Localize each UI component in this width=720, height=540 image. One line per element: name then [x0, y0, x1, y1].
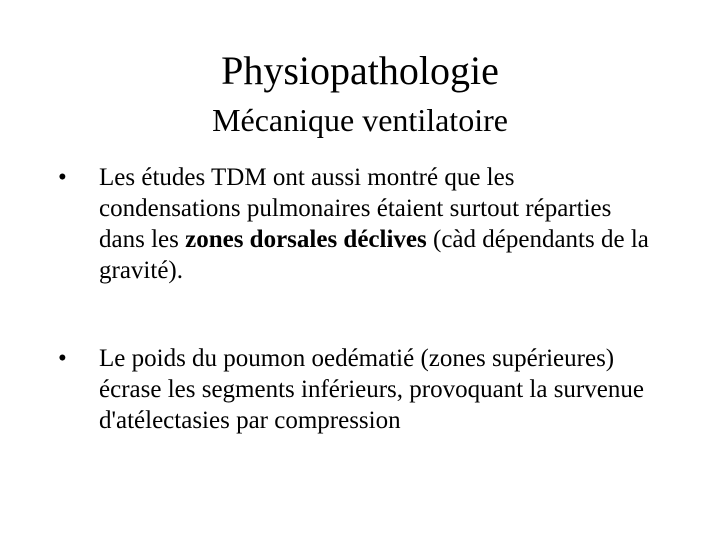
bullet-symbol: •: [58, 164, 67, 191]
bullet-symbol: •: [58, 345, 67, 372]
bullet-text-2: Le poids du poumon oedématié (zones supérieures) écrase les segments inférieurs, provoquant la survenue d'atélectasies par compression: [99, 345, 644, 434]
bullet-1-text-after: (càd dépendants de la gravité).: [99, 226, 649, 284]
bullet-item-1: [58, 162, 658, 286]
bullet-1-text-before: Les études TDM ont aussi montré que les condensations pulmonaires étaient surtout réparties dans les: [99, 164, 612, 253]
slide-title: Physiopathologie: [221, 48, 499, 93]
bullet-1-bold-text: zones dorsales déclives: [185, 226, 427, 253]
slide-subtitle: Mécanique ventilatoire: [212, 102, 508, 138]
bullet-item-2: [58, 343, 658, 436]
bullet-text-1: [99, 162, 658, 286]
